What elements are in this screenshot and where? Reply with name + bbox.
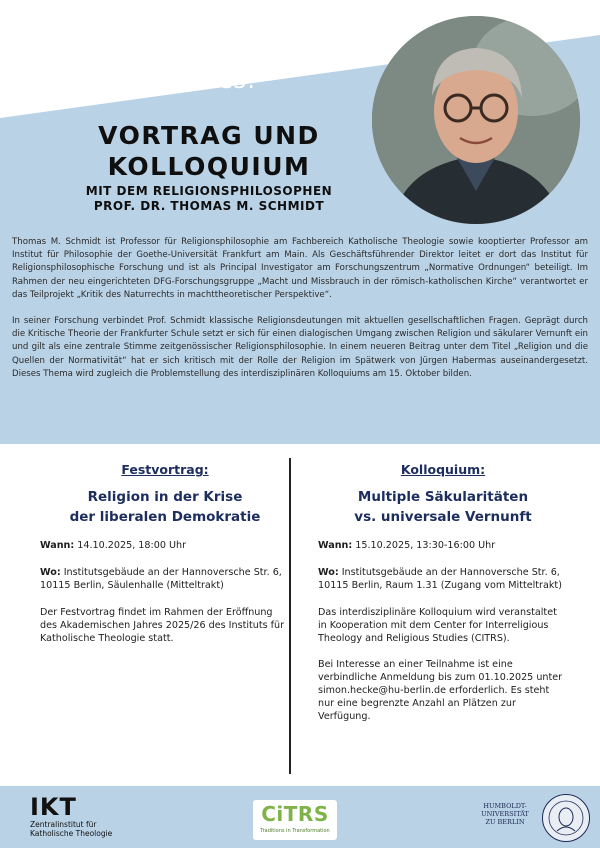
hu-line-1: HUMBOLDT- [483, 802, 527, 810]
hu-wordmark [470, 802, 540, 826]
citrs-wordmark: CiTRS [261, 802, 329, 826]
festvortrag-column [40, 462, 290, 645]
when-value: 14.10.2025, 18:00 Uhr [74, 540, 187, 551]
kolloquium-title-line-1: Multiple Säkularitäten [357, 489, 529, 505]
page-title [50, 120, 368, 182]
where-label: Wo: [318, 567, 339, 578]
festvortrag-title-line-1: Religion in der Krise [87, 489, 243, 505]
citrs-logo [253, 800, 337, 840]
save-the-dates-tagline: Save the Dates! [56, 66, 257, 94]
ikt-logo [30, 794, 112, 838]
bio-paragraph-2: In seiner Forschung verbindet Prof. Schmidt klassische Religionsdeutungen mit aktuellen gesellschaftlichen Fragen. Geprägt durch die Kritische Theorie der Frankfurter Schule setzt er sich für einen dialogischen Umgang zwischen Religion und säkularer Vernunft ein und gilt als eine zentrale Stimme zeitgenössischer Religionsphilosophie. In einem neueren Beitrag unter dem Titel „Religion und die Quellen der Normativität“ hat er sich kritisch mit der Rolle der Religion im Spätwerk von Jürgen Habermas auseinandergesetzt. Dieses Thema wird zugleich die Problemstellung des interdisziplinären Kolloquiums am 15. Oktober bilden. [12, 316, 588, 379]
citrs-tagline: Traditions in Transformation [260, 828, 330, 834]
ikt-abbreviation: IKT [30, 793, 77, 821]
page-subtitle [20, 184, 398, 214]
kolloquium-where [318, 566, 568, 592]
when-label: Wann: [318, 540, 353, 551]
when-label: Wann: [40, 540, 75, 551]
kolloquium-cooperation-note: Das interdisziplinäre Kolloquium wird veranstaltet in Kooperation mit dem Center for Interreligious Theology and Religious Studies (CITRS). [318, 607, 557, 644]
title-line-2: KOLLOQUIUM [107, 152, 311, 181]
hu-line-2: UNIVERSITÄT [481, 810, 529, 818]
kolloquium-registration-note: Bei Interesse an einer Teilnahme ist eine verbindliche Anmeldung bis zum 01.10.2025 unter simon.hecke@hu-berlin.de erforderlich. Es steht nur eine begrenzte Anzahl an Plätzen zur Verfügung. [318, 659, 563, 722]
kolloquium-title [318, 487, 568, 527]
speaker-portrait [372, 16, 580, 224]
hu-seal-icon [542, 794, 590, 842]
subtitle-line-1: MIT DEM RELIGIONSPHILOSOPHEN [85, 184, 333, 198]
kolloquium-column [318, 462, 568, 723]
where-value: Institutsgebäude an der Hannoversche Str. 6, 10115 Berlin, Säulenhalle (Mitteltrakt) [40, 567, 282, 591]
subtitle-line-2: PROF. DR. THOMAS M. SCHMIDT [93, 199, 325, 213]
speaker-bio [12, 236, 588, 394]
festvortrag-heading: Festvortrag: [121, 462, 209, 477]
festvortrag-title [40, 487, 290, 527]
where-value: Institutsgebäude an der Hannoversche Str. 6, 10115 Berlin, Raum 1.31 (Zugang vom Mitteltrakt) [318, 567, 562, 591]
when-value: 15.10.2025, 13:30-16:00 Uhr [352, 540, 496, 551]
kolloquium-when [318, 539, 568, 552]
humboldt-university-logo [470, 792, 588, 846]
kolloquium-title-line-2: vs. universale Vernunft [354, 509, 532, 525]
festvortrag-where [40, 566, 290, 592]
hu-line-3: ZU BERLIN [485, 818, 525, 826]
ikt-name-line-1: Zentralinstitut für [30, 820, 97, 829]
festvortrag-note: Der Festvortrag findet im Rahmen der Eröffnung des Akademischen Jahres 2025/26 des Instituts für Katholische Theologie statt. [40, 607, 285, 644]
kolloquium-heading: Kolloquium: [400, 462, 486, 477]
title-line-1: VORTRAG UND [98, 121, 320, 150]
festvortrag-when [40, 539, 290, 552]
bio-paragraph-1: Thomas M. Schmidt ist Professor für Religionsphilosophie am Fachbereich Katholische Theologie sowie kooptierter Professor am Institut für Philosophie der Goethe-Universität Frankfurt am Main. Als Geschäftsführender Direktor leitet er dort das Institut für Religionsphilosophische Forschung und ist als Principal Investigator am Forschungszentrum „Normative Ordnungen“ beteiligt. Im Rahmen der neu eingerichteten DFG-Forschungsgruppe „Macht und Missbrauch in der römisch-katholischen Kirche“ verantwortet er das Teilprojekt „Kritik des Naturrechts in machttheoretischer Perspektive“. [12, 237, 588, 300]
ikt-name-line-2: Katholische Theologie [30, 829, 113, 838]
where-label: Wo: [40, 567, 61, 578]
festvortrag-title-line-2: der liberalen Demokratie [69, 509, 261, 525]
